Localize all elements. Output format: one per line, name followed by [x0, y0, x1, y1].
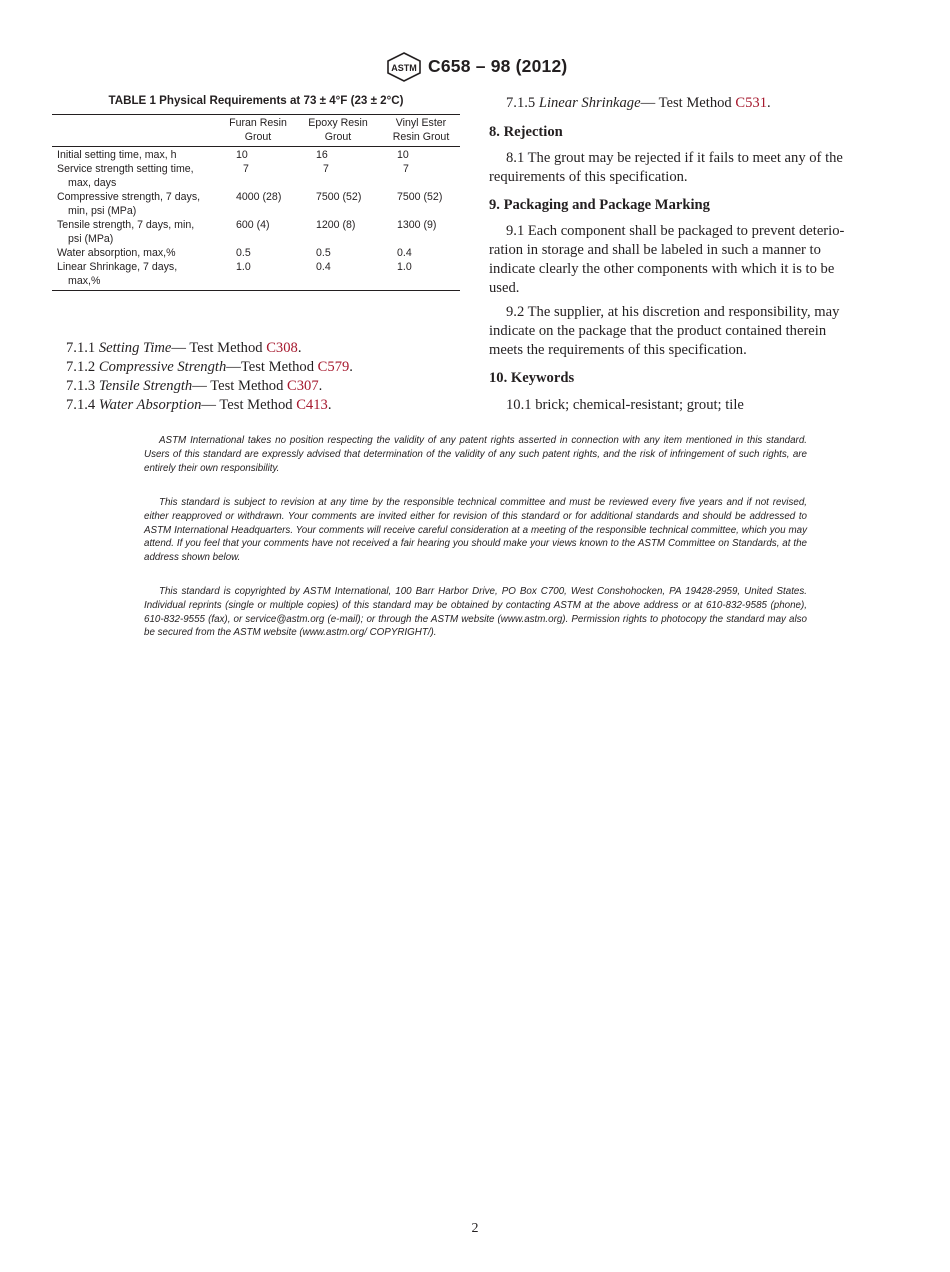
section-9-heading: 9. Packaging and Package Marking [489, 197, 710, 213]
table-col-header-furan: Furan Resin Grout [229, 117, 287, 143]
table-cell: 7500 (52) [397, 191, 443, 203]
table-cell: 0.5 [236, 247, 251, 259]
table-title: TABLE 1 Physical Requirements at 73 ± 4°F (23 ± 2°C) [108, 94, 404, 107]
table-cell: 1.0 [397, 261, 412, 273]
section-7-1-5: 7.1.5 Linear Shrinkage— Test Method C531. [506, 95, 771, 111]
ref-link-c307[interactable]: C307 [287, 378, 319, 394]
paragraph-9-1-line: ration in storage and shall be labeled in such a manner to [489, 242, 821, 258]
astm-logo-icon [386, 52, 422, 82]
table-col-header-vinyl: Vinyl Ester Resin Grout [392, 117, 450, 143]
paragraph-8-1-line: 8.1 The grout may be rejected if it fails to meet any of the [506, 150, 843, 166]
page-number: 2 [471, 1221, 479, 1236]
paragraph-10-1: 10.1 brick; chemical-resistant; grout; tile [506, 397, 744, 413]
paragraph-9-2-line: indicate on the package that the product contained therein [489, 323, 827, 339]
table-cell: 7500 (52) [316, 191, 362, 203]
ref-link-c579[interactable]: C579 [317, 359, 350, 375]
table-cell: 7 [243, 163, 249, 175]
table-cell: 16 [316, 149, 328, 161]
section-8-heading: 8. Rejection [489, 124, 563, 140]
paragraph-9-1-line: indicate clearly the other components with which it is to be [489, 261, 835, 277]
table-row-label: Initial setting time, max, h [57, 149, 177, 161]
table-cell: 10 [236, 149, 248, 161]
document-id: C658 – 98 (2012) [428, 56, 568, 76]
page-header [0, 52, 950, 84]
section-7-1-2: 7.1.2 Compressive Strength—Test Method C579. [66, 359, 353, 375]
table-row-label: Linear Shrinkage, 7 days, max,% [57, 261, 178, 287]
section-7-1-3: 7.1.3 Tensile Strength— Test Method C307. [66, 378, 323, 394]
revision-notice: This standard is subject to revision at any time by the responsible technical committee and must be reviewed every five years and if not revised, either reapproved or withdrawn. Your comments are invited either for revision of this standard or for additional standards and should be addressed to ASTM International Headquarters. Your comments will receive careful consideration at a meeting of the responsible technical committee, which you may attend. If you feel that your comments have not received a fair hearing you should make your views known to the ASTM Committee on Standards, at the address shown below. [144, 497, 807, 564]
ref-link-c531[interactable]: C531 [735, 95, 767, 111]
section-7-1-1: 7.1.1 Setting Time— Test Method C308. [66, 340, 302, 356]
paragraph-9-1-line: 9.1 Each component shall be packaged to prevent deterio- [506, 223, 845, 239]
table-cell: 1.0 [236, 261, 251, 273]
section-7-1-4: 7.1.4 Water Absorption— Test Method C413. [66, 397, 332, 413]
table-cell: 7 [403, 163, 409, 175]
paragraph-8-1-line: requirements of this specification. [489, 169, 688, 185]
table-cell: 7 [323, 163, 329, 175]
table-cell: 0.4 [316, 261, 331, 273]
table-header-rule [52, 146, 460, 147]
paragraph-9-2-line: meets the requirements of this specification. [489, 342, 747, 358]
table-cell: 10 [397, 149, 409, 161]
table-bottom-rule [52, 290, 460, 291]
table-cell: 1300 (9) [397, 219, 437, 231]
patent-notice: ASTM International takes no position respecting the validity of any patent rights asserted in connection with any item mentioned in this standard. Users of this standard are expressly advised that determination of the validity of any such patent rights, and the risk of infringement of such rights, are entirely their own responsibility. [144, 435, 807, 474]
table-top-rule [52, 114, 460, 115]
table-cell: 4000 (28) [236, 191, 282, 203]
table-cell: 1200 (8) [316, 219, 356, 231]
paragraph-9-2-line: 9.2 The supplier, at his discretion and responsibility, may [506, 304, 840, 320]
table-cell: 0.4 [397, 247, 412, 259]
ref-link-c308[interactable]: C308 [266, 340, 298, 356]
table-cell: 0.5 [316, 247, 331, 259]
table-col-header-epoxy: Epoxy Resin Grout [308, 117, 368, 143]
svg-text:ASTM: ASTM [391, 63, 417, 73]
table-row-label: Tensile strength, 7 days, min, psi (MPa) [57, 219, 195, 245]
copyright-notice: This standard is copyrighted by ASTM International, 100 Barr Harbor Drive, PO Box C700, West Conshohocken, PA 19428-2959, United States. Individual reprints (single or multiple copies) of this standard may be obtained by contacting ASTM at the above address or at 610-832-9585 (phone), 610-832-9555 (fax), or service@astm.org (e-mail); or through the ASTM website (www.astm.org). Permission rights to photocopy the standard may also be secured from the ASTM website (www.astm.org/ COPYRIGHT/). [144, 586, 807, 639]
ref-link-c413[interactable]: C413 [296, 397, 328, 413]
table-cell: 600 (4) [236, 219, 270, 231]
table-row-label: Compressive strength, 7 days, min, psi (MPa) [57, 191, 201, 217]
table-row-label: Water absorption, max,% [57, 247, 176, 259]
paragraph-9-1-line: used. [489, 280, 520, 296]
section-10-heading: 10. Keywords [489, 370, 575, 386]
table-row-label: Service strength setting time, max, days [57, 163, 194, 189]
